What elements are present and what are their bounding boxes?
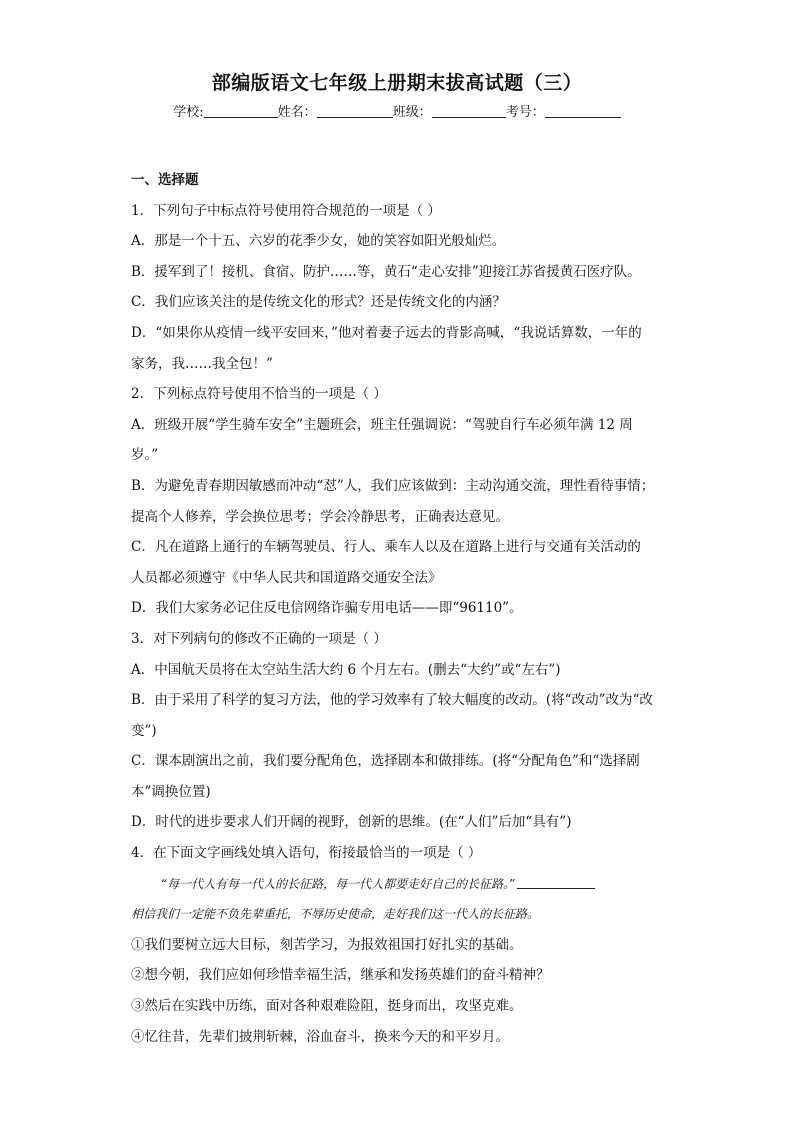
question-3-option-b[interactable] (131, 685, 671, 746)
option-line: 家务，我……我全包！” (131, 355, 273, 372)
exam-content (131, 165, 671, 1052)
class-label: 班级： (392, 105, 432, 120)
question-4-item-2: ②想今朝，我们应如何珍惜幸福生活，继承和发扬英雄们的奋斗精神？ (131, 967, 550, 984)
question-2-option-c[interactable] (131, 532, 671, 593)
class-blank[interactable] (432, 103, 506, 118)
question-4-passage-line-1 (131, 869, 671, 900)
question-4-item-1: ①我们要树立远大目标，刻苦学习，为报效祖国打好扎实的基础。 (131, 936, 523, 953)
option-line: D．“如果你从疫情一线平安回来，”他对着妻子远去的背影高喊，“我说话算数，一年的 (131, 324, 642, 341)
question-4-stem: 4．在下面文字画线处填入语句，衔接最恰当的一项是（ ） (131, 845, 482, 862)
name-blank[interactable] (317, 103, 393, 118)
question-2-stem: 2．下列标点符号使用不恰当的一项是（ ） (131, 386, 387, 403)
option-line: C．凡在道路上通行的车辆驾驶员、行人、乘车人以及在道路上进行与交通有关活动的 (131, 539, 641, 556)
question-1-option-c[interactable]: C．我们应该关注的是传统文化的形式？还是传统文化的内涵？ (131, 294, 506, 311)
question-3-option-d[interactable]: D．时代的进步要求人们开阔的视野，创新的思维。(在“人们”后加“具有”) (131, 814, 572, 831)
student-info-row (0, 101, 794, 120)
question-4-passage-line-2: 相信我们一定能不负先辈重托，不辱历史使命，走好我们这一代人的长征路。 (131, 907, 540, 922)
exam-title: 部编版语文七年级上册期末拔高试题（三） (211, 72, 583, 94)
option-line: 本”调换位置) (131, 783, 211, 800)
option-line: B．为避免青春期因敏感而冲动“怼”人，我们应该做到：主动沟通交流，理性看待事情； (131, 477, 655, 494)
option-line: A．班级开展“学生骑车安全”主题班会，班主任强调说：“驾驶自行车必须年满 12 周 (131, 416, 633, 433)
option-line: B．由于采用了科学的复习方法，他的学习效率有了较大幅度的改动。(将“改动”改为“改 (131, 692, 653, 709)
fill-in-blank[interactable] (517, 876, 595, 889)
number-blank[interactable] (545, 103, 621, 118)
question-1-option-b[interactable]: B．援军到了！接机、食宿、防护……等，黄石“走心安排”迎接江苏省援黄石医疗队。 (131, 263, 641, 280)
question-1-option-a[interactable]: A．那是一个十五、六岁的花季少女，她的笑容如阳光般灿烂。 (131, 233, 506, 250)
question-1-option-d[interactable] (131, 318, 671, 379)
section-title: 一、选择题 (131, 172, 199, 188)
number-label: 考号： (505, 105, 545, 120)
question-2-option-b[interactable] (131, 471, 671, 532)
school-label: 学校: (173, 105, 204, 120)
option-line: 提高个人修养，学会换位思考；学会冷静思考，正确表达意见。 (131, 508, 509, 525)
name-label: 姓名： (277, 105, 317, 120)
question-1-stem: 1．下列句子中标点符号使用符合规范的一项是（ ） (131, 202, 441, 219)
question-2-option-a[interactable] (131, 410, 671, 471)
question-3-stem: 3．对下列病句的修改不正确的一项是（ ） (131, 630, 387, 647)
option-line: 变”) (131, 722, 157, 739)
question-4-item-3: ③然后在实践中历练，面对各种艰难险阻，挺身而出，攻坚克难。 (131, 998, 523, 1015)
option-line: C．课本剧演出之前，我们要分配角色，选择剧本和做排练。(将“分配角色”和“选择剧 (131, 753, 640, 770)
school-blank[interactable] (204, 103, 278, 118)
passage-text: “每一代人有每一代人的长征路，每一代人都要走好自己的长征路。” (161, 876, 516, 891)
question-3-option-c[interactable] (131, 746, 671, 807)
option-line: 人员都必须遵守《中华人民共和国道路交通安全法》 (131, 569, 442, 586)
question-4-item-4: ④忆往昔，先辈们披荆斩棘，浴血奋斗，换来今天的和平岁月。 (131, 1028, 509, 1045)
question-2-option-d[interactable]: D．我们大家务必记住反电信网络诈骗专用电话——即“96110”。 (131, 600, 523, 617)
question-3-option-a[interactable]: A．中国航天员将在太空站生活大约 6 个月左右。(删去“大约”或“左右”) (131, 661, 561, 678)
option-line: 岁。” (131, 447, 159, 464)
